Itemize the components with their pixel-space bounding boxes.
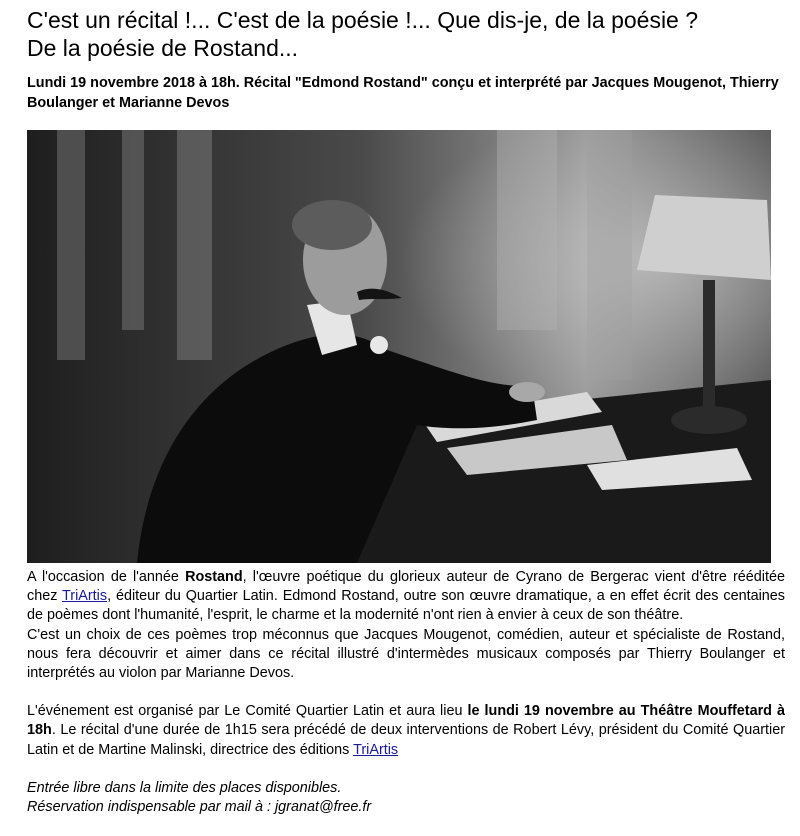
paragraph-4 [27, 779, 785, 817]
p3-text-a: L'événement est organisé par Le Comité Quartier Latin et aura lieu [27, 703, 468, 720]
event-subtitle: Lundi 19 novembre 2018 à 18h. Récital "Edmond Rostand" conçu et interprété par Jacques Mougenot, Thierry Boulanger et Marianne Devos [27, 75, 779, 111]
article-body [27, 568, 785, 817]
paragraph-2: C'est un choix de ces poèmes trop méconnus que Jacques Mougenot, comédien, auteur et spécialiste de Rostand, nous fera découvrir et aimer dans ce récital illustré d'intermèdes musicaux composés par Thierry Boulanger et interprétés au violon par Marianne Devos. [27, 626, 785, 682]
rostand-photo [27, 130, 771, 563]
reservation-info: Réservation indispensable par mail à : jgranat@free.fr [27, 799, 372, 816]
p3-bold: le lundi 19 novembre au Théâtre Mouffetard à 18h [27, 703, 786, 739]
p1-text-c: , éditeur du Quartier Latin. Edmond Rostand, outre son œuvre dramatique, a en effet écrit des centaines de poèmes dont l'humanité, l'esprit, le charme et la modernité n'ont rien à envier à ceux de son théâtre. [27, 588, 785, 624]
entry-info: Entrée libre dans la limite des places disponibles. [27, 779, 342, 796]
title-line-1: C'est un récital !... C'est de la poésie !... Que dis-je, de la poésie ? [27, 7, 699, 33]
p1-text-a: A l'occasion de l'année [27, 569, 186, 585]
paragraph-1 [27, 568, 785, 626]
page-title [27, 6, 787, 62]
triartis-link-2[interactable]: TriArtis [353, 741, 399, 758]
paragraph-3 [27, 702, 785, 760]
p1-text-b: , l'œuvre poétique du glorieux auteur de Cyrano de Bergerac vient d'être rééditée chez [27, 569, 785, 605]
title-line-2: De la poésie de Rostand... [27, 35, 299, 61]
triartis-link[interactable]: TriArtis [62, 588, 108, 605]
p3-text-b: . Le récital d'une durée de 1h15 sera précédé de deux interventions de Robert Lévy, président du Comité Quartier Latin et de Martine Malinski, directrice des éditions [27, 722, 785, 758]
p1-bold: Rostand [185, 569, 243, 585]
